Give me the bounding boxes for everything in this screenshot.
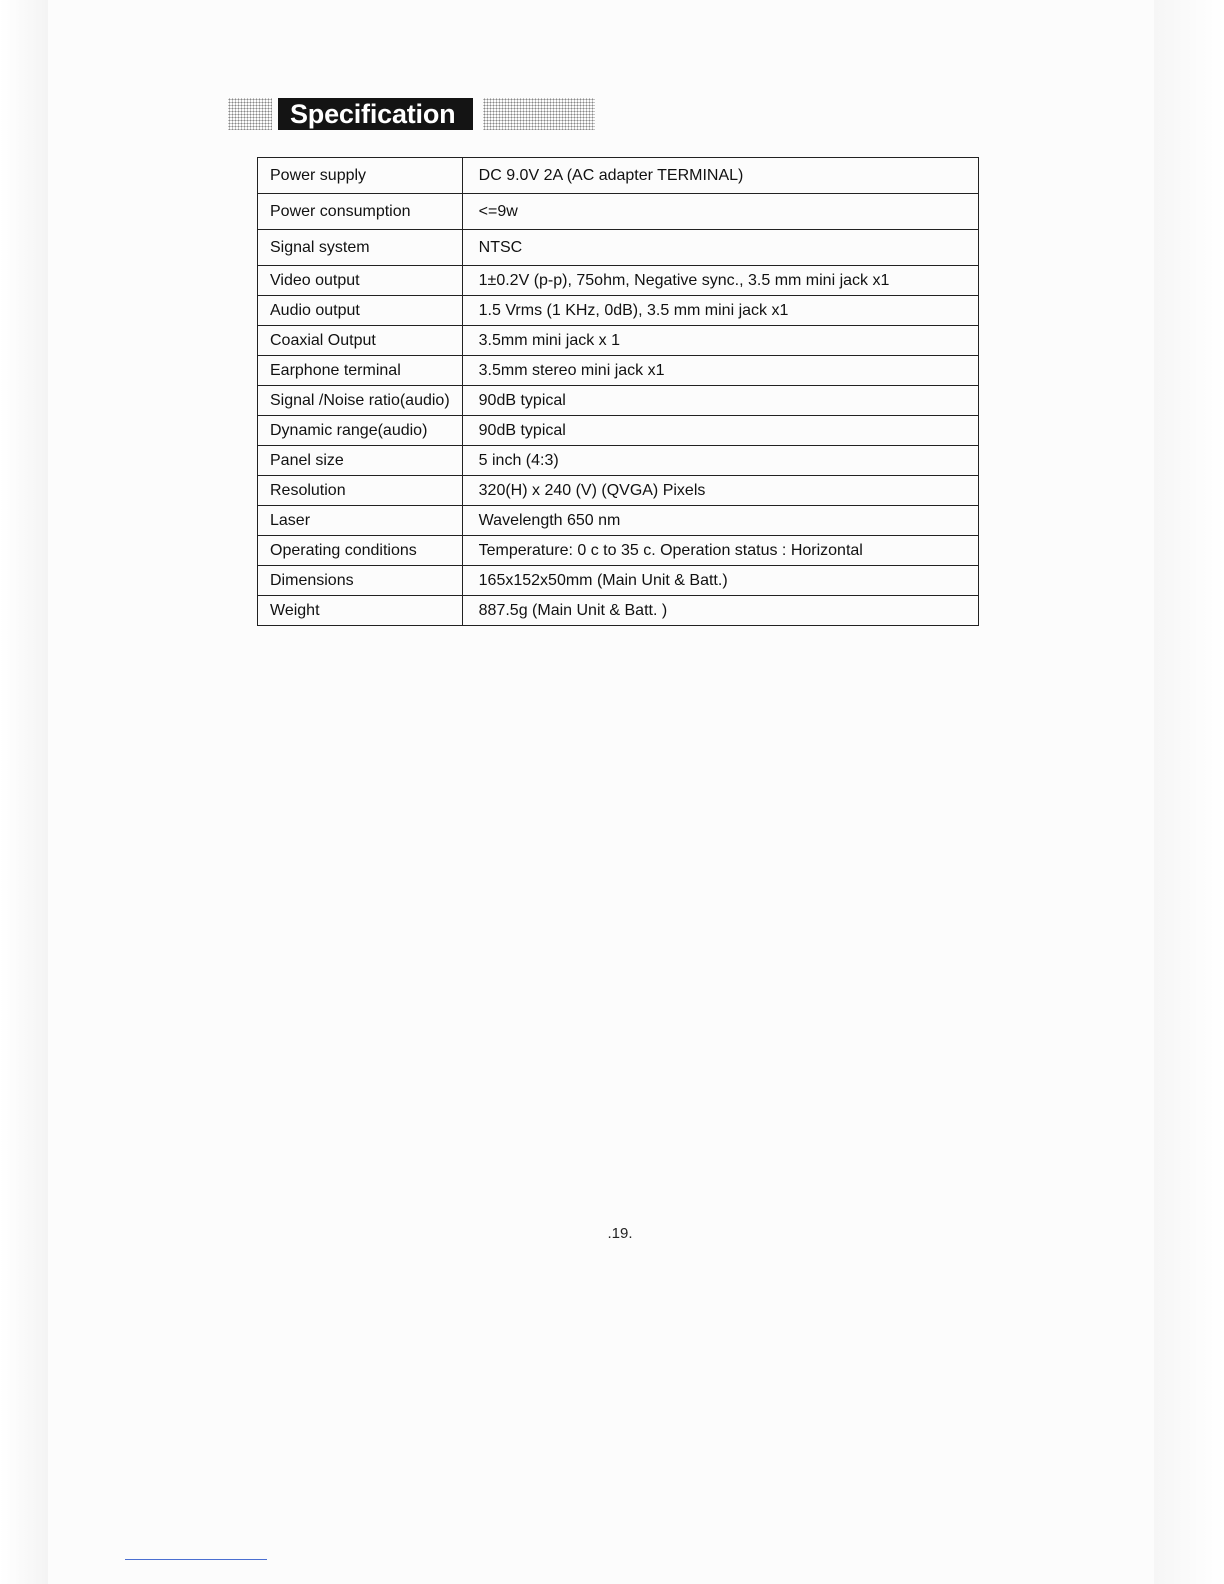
spec-label: Weight bbox=[258, 596, 463, 626]
table-row bbox=[258, 536, 979, 566]
table-row bbox=[258, 416, 979, 446]
scan-margin-left bbox=[0, 0, 48, 1584]
spec-label: Audio output bbox=[258, 296, 463, 326]
spec-value: 90dB typical bbox=[462, 386, 978, 416]
spec-value: Temperature: 0 c to 35 c. Operation status : Horizontal bbox=[462, 536, 978, 566]
dot-pattern-left bbox=[228, 98, 272, 130]
spec-label: Signal system bbox=[258, 230, 463, 266]
table-row bbox=[258, 266, 979, 296]
spec-value: 3.5mm stereo mini jack x1 bbox=[462, 356, 978, 386]
spec-label: Dynamic range(audio) bbox=[258, 416, 463, 446]
scan-margin-right bbox=[1154, 0, 1224, 1584]
spec-label: Signal /Noise ratio(audio) bbox=[258, 386, 463, 416]
table-row bbox=[258, 356, 979, 386]
table-row bbox=[258, 566, 979, 596]
table-row bbox=[258, 476, 979, 506]
table-row bbox=[258, 158, 979, 194]
spec-table bbox=[257, 157, 979, 626]
spec-value: NTSC bbox=[462, 230, 978, 266]
spec-label: Resolution bbox=[258, 476, 463, 506]
spec-label: Operating conditions bbox=[258, 536, 463, 566]
spec-label: Coaxial Output bbox=[258, 326, 463, 356]
spec-value: 1.5 Vrms (1 KHz, 0dB), 3.5 mm mini jack x1 bbox=[462, 296, 978, 326]
table-row bbox=[258, 596, 979, 626]
section-header bbox=[228, 98, 595, 130]
spec-label: Earphone terminal bbox=[258, 356, 463, 386]
spec-label: Dimensions bbox=[258, 566, 463, 596]
spec-value: 320(H) x 240 (V) (QVGA) Pixels bbox=[462, 476, 978, 506]
spec-label: Video output bbox=[258, 266, 463, 296]
dot-pattern-right bbox=[483, 98, 595, 130]
footer-divider bbox=[125, 1559, 267, 1560]
table-row bbox=[258, 326, 979, 356]
table-row bbox=[258, 296, 979, 326]
table-row bbox=[258, 506, 979, 536]
spec-value: DC 9.0V 2A (AC adapter TERMINAL) bbox=[462, 158, 978, 194]
spec-value: 887.5g (Main Unit & Batt. ) bbox=[462, 596, 978, 626]
spec-value: 3.5mm mini jack x 1 bbox=[462, 326, 978, 356]
spec-value: 165x152x50mm (Main Unit & Batt.) bbox=[462, 566, 978, 596]
table-row bbox=[258, 194, 979, 230]
spec-value: Wavelength 650 nm bbox=[462, 506, 978, 536]
spec-value: 1±0.2V (p-p), 75ohm, Negative sync., 3.5 mm mini jack x1 bbox=[462, 266, 978, 296]
page-number: .19. bbox=[607, 1225, 633, 1242]
table-row bbox=[258, 230, 979, 266]
spec-label: Power supply bbox=[258, 158, 463, 194]
spec-value: 5 inch (4:3) bbox=[462, 446, 978, 476]
spec-value: 90dB typical bbox=[462, 416, 978, 446]
spec-label: Power consumption bbox=[258, 194, 463, 230]
spec-value: <=9w bbox=[462, 194, 978, 230]
section-title: Specification bbox=[278, 98, 473, 130]
table-row bbox=[258, 386, 979, 416]
spec-label: Laser bbox=[258, 506, 463, 536]
table-row bbox=[258, 446, 979, 476]
spec-label: Panel size bbox=[258, 446, 463, 476]
